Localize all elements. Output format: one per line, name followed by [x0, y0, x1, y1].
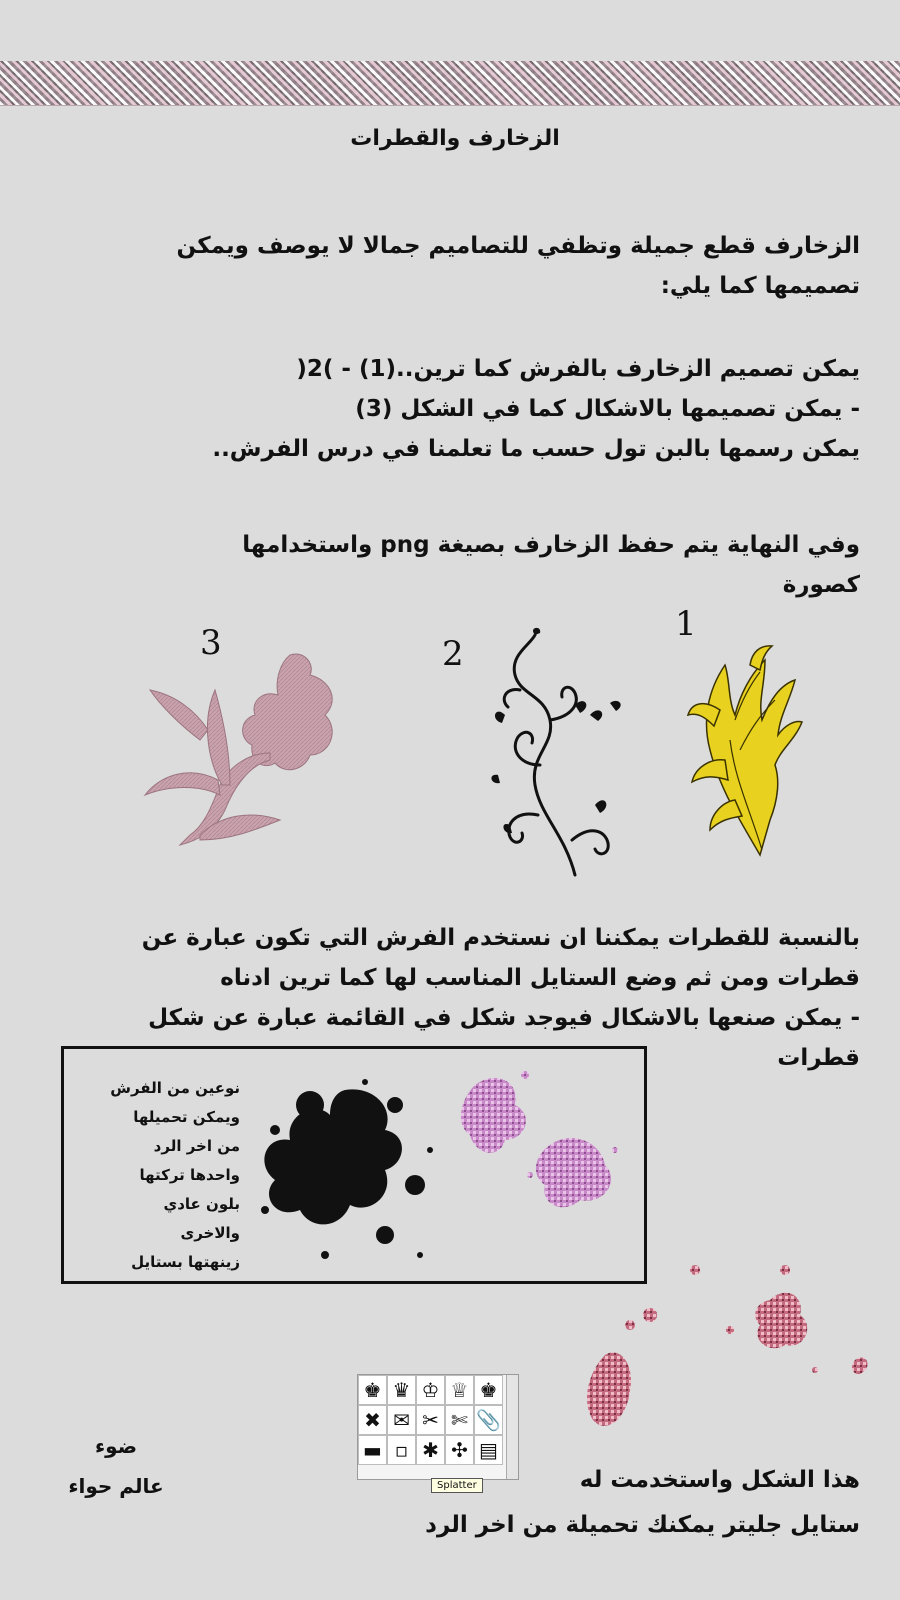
black-splatter-image — [245, 1070, 445, 1270]
methods-line-1: يمكن تصميم الزخارف بالفرش كما ترين..(1) - )2( — [296, 356, 860, 382]
intro-paragraph — [70, 226, 860, 306]
box-note-line: نوعين من الفرش — [110, 1079, 240, 1097]
figure-number-2: 2 — [442, 634, 464, 674]
box-note-line: والاخرى — [180, 1224, 240, 1242]
page-title: الزخارف والقطرات — [350, 126, 560, 151]
methods-line-3: يمكن رسمها بالبن تول حسب ما تعلمنا في درس الفرش.. — [212, 436, 860, 462]
drops-line-1: بالنسبة للقطرات يمكننا ان نستخدم الفرش التي تكون عبارة عن — [141, 925, 860, 951]
splatter-shape-icon[interactable]: ✱ — [416, 1435, 445, 1465]
crown-shape-icon[interactable]: ♚ — [474, 1375, 503, 1405]
signature-line-1: ضوء — [94, 1434, 138, 1458]
intro-line-2: تصميمها كما يلي: — [660, 273, 860, 299]
methods-paragraph — [70, 349, 860, 469]
box-note-line: زينهتها بستايل — [131, 1253, 240, 1271]
yellow-ornament-image — [680, 640, 810, 865]
intro-line-1: الزخارف قطع جميلة وتظفي للتصاميم جمالا لا يوصف ويمكن — [176, 233, 860, 259]
saving-line-1: وفي النهاية يتم حفظ الزخارف بصيغة png واستخدامها — [242, 532, 860, 558]
saving-line-2: كصورة — [782, 572, 860, 598]
saving-paragraph — [70, 525, 860, 605]
glitter-drops-image — [575, 1260, 875, 1450]
paperclip-shape-icon[interactable]: 📎 — [474, 1405, 503, 1435]
box-note-line: من اخر الرد — [153, 1137, 240, 1155]
crown-shape-icon[interactable]: ♚ — [358, 1375, 387, 1405]
pink-glitter-splatter-image — [455, 1065, 630, 1235]
glitter-banner — [0, 61, 900, 106]
crown-shape-icon[interactable]: ♛ — [387, 1375, 416, 1405]
envelope-shape-icon[interactable]: ✉ — [387, 1405, 416, 1435]
crown-shape-icon[interactable]: ♔ — [416, 1375, 445, 1405]
closing-line-2: ستايل جليتر يمكنك تحميلة من اخر الرد — [425, 1512, 860, 1538]
box-note — [70, 1074, 240, 1277]
box-note-line: ويمكن تحميلها — [133, 1108, 240, 1126]
scissors-shape-icon[interactable]: ✄ — [445, 1405, 474, 1435]
crown-shape-icon[interactable]: ♕ — [445, 1375, 474, 1405]
box-note-line: واحدها تركتها — [139, 1166, 240, 1184]
flag-shape-icon[interactable]: ▤ — [474, 1435, 503, 1465]
splatter-tooltip: Splatter — [431, 1478, 483, 1493]
drops-line-2: قطرات ومن ثم وضع الستايل المناسب لها كما ترين ادناه — [220, 965, 860, 991]
pink-flower-shape-image — [140, 645, 355, 850]
figure-number-3: 3 — [200, 623, 222, 663]
drops-line-4: قطرات — [777, 1045, 860, 1071]
closing-line-1: هذا الشكل واستخدمت له — [579, 1467, 860, 1493]
dots-shape-icon[interactable]: ▫ — [387, 1435, 416, 1465]
signature-line-2: عالم حواء — [68, 1474, 164, 1498]
splatter-shape-icon[interactable]: ✣ — [445, 1435, 474, 1465]
figure-number-1: 1 — [675, 604, 697, 644]
bar-shape-icon[interactable]: ▬ — [358, 1435, 387, 1465]
drops-line-3: - يمكن صنعها بالاشكال فيوجد شكل في القائمة عبارة عن شكل — [148, 1005, 860, 1031]
x-shape-icon[interactable]: ✖ — [358, 1405, 387, 1435]
black-swirl-ornament-image — [480, 625, 630, 885]
scissors-shape-icon[interactable]: ✂ — [416, 1405, 445, 1435]
custom-shape-palette — [357, 1374, 519, 1480]
methods-line-2: - يمكن تصميمها بالاشكال كما في الشكل (3) — [355, 396, 860, 422]
palette-scrollbar[interactable] — [506, 1375, 518, 1479]
box-note-line: بلون عادي — [163, 1195, 240, 1213]
